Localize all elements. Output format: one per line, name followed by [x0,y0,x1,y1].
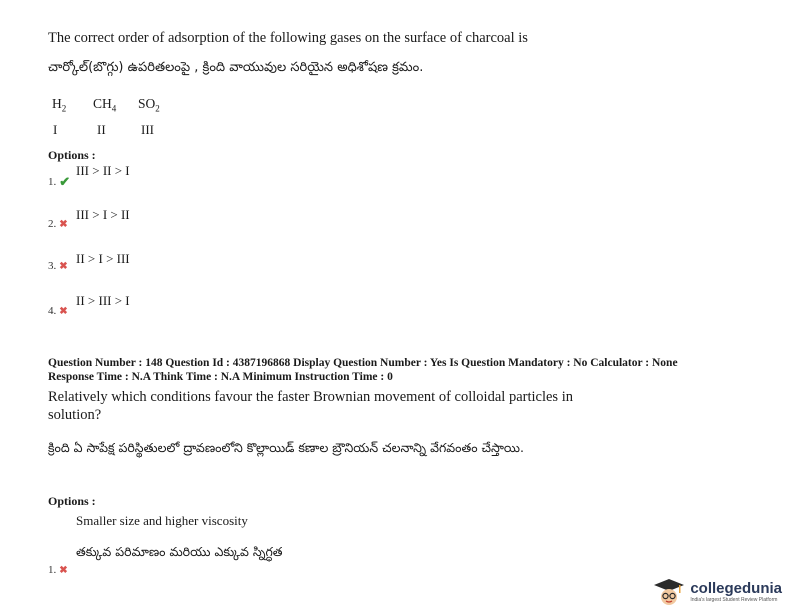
option-1-text-english: Smaller size and higher viscosity [76,513,248,528]
cross-icon: ✖ [59,305,68,317]
question-text-english: The correct order of adsorption of the following gases on the surface of charcoal is [48,30,528,46]
option-4-text: II > III > I [76,293,130,308]
question-meta-line-1: Question Number : 148 Question Id : 4387196868 Display Question Number : Yes Is Question Mandatory : No Calculator : None [48,357,678,369]
cross-icon: ✖ [59,260,68,272]
cross-icon: ✖ [59,218,68,230]
option-3-text: II > I > III [76,251,130,266]
roman-label-3: III [141,122,154,137]
graduate-mascot-icon [652,577,686,607]
roman-label-1: I [53,122,58,137]
option-number: 2. [48,218,57,230]
option-1-number [48,564,68,576]
cross-icon: ✖ [59,564,68,576]
option-number: 1. [48,176,57,188]
roman-label-2: II [97,122,106,137]
gas-so2: $SO_2$ [138,96,160,114]
options-heading: Options : [48,494,96,508]
option-number: 3. [48,260,57,272]
question-meta-line-2: Response Time : N.A Think Time : N.A Minimum Instruction Time : 0 [48,371,393,383]
gas-ch4: $CH_4$ [93,96,117,114]
question-text-telugu: చార్కోల్(బొగ్గు) ఉపరితలంపై , క్రింది వాయువుల సరియైన అధిశోషణ క్రమం. [48,60,424,75]
brand-name: collegedunia [690,580,782,597]
option-number: 4. [48,305,57,317]
brand-tagline: India's largest Student Review Platform [690,597,778,603]
option-3-number [48,260,68,272]
option-1-number [48,174,70,190]
brand-logo [652,577,782,607]
options-heading: Options : [48,148,96,162]
question-text-english: Relatively which conditions favour the faster Brownian movement of colloidal particles in solution? [48,389,573,423]
gas-h2: $H_2$ [52,96,67,114]
option-2-number [48,218,68,230]
option-number: 1. [48,564,57,576]
question-text-telugu: క్రింది ఏ సాపేక్ష పరిస్థితులలో ద్రావణంలోని కొల్లాయిడ్ కణాల బ్రౌనియన్ చలనాన్ని వేగవంతం చేస్తాయి. [48,440,524,455]
option-1-text-telugu: తక్కువ పరిమాణం మరియు ఎక్కువ స్నిగ్ధత [76,544,283,559]
option-1-text: III > II > I [76,163,130,178]
check-icon: ✔ [59,174,71,189]
option-2-text: III > I > II [76,207,130,222]
option-4-number [48,305,68,317]
